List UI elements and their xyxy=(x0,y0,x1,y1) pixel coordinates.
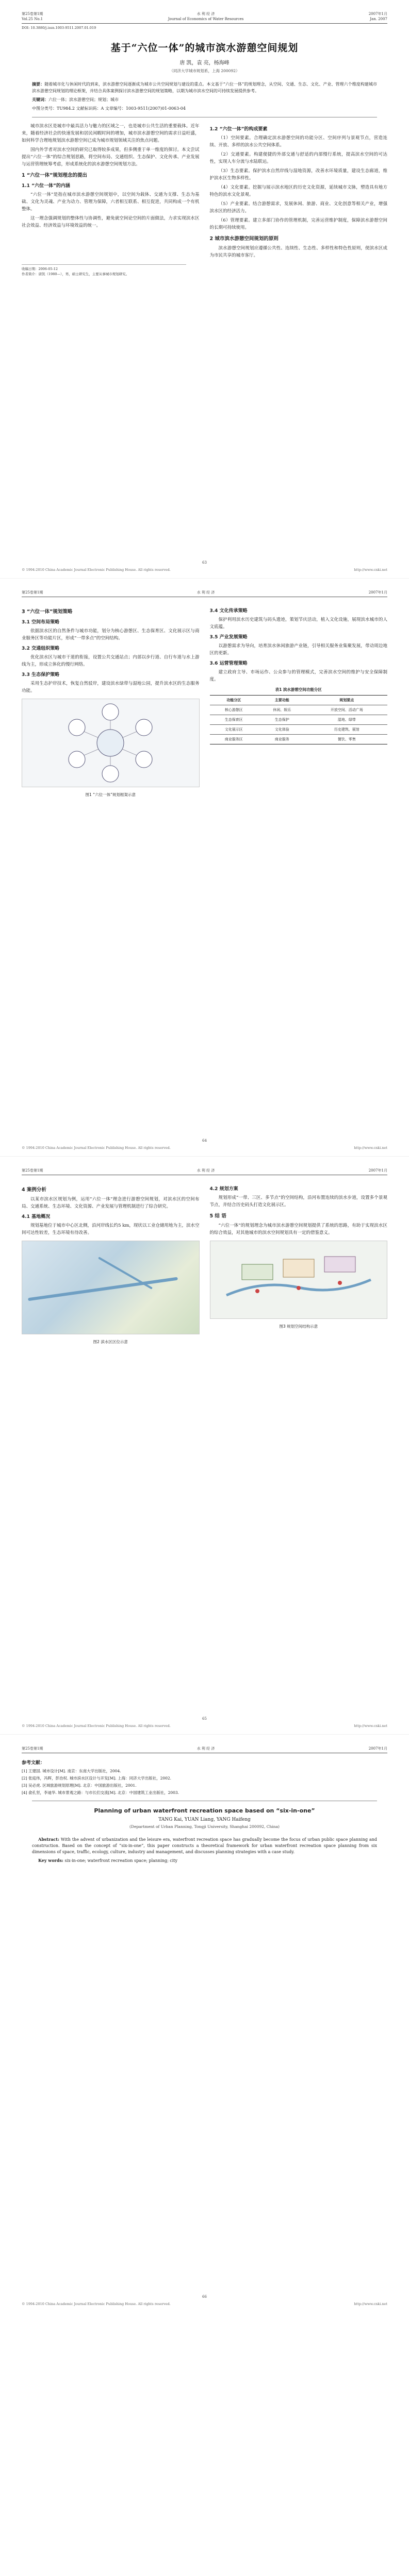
page3-left-text xyxy=(22,1187,200,1236)
header-right xyxy=(369,590,387,595)
english-abstract-block xyxy=(22,1836,387,1864)
body-paragraph: 以游憩需求为导向，培育滨水休闲旅游产业链，引导相关服务业集聚发展，带动周边地区的更新。 xyxy=(209,643,387,656)
references-heading: 参考文献： xyxy=(22,1760,45,1766)
body-paragraph: 以某市滨水区规划为例，运用“六位一体”理念进行游憩空间规划，对滨水区的空间布局、交通系统、生态环境、文化资源、产业发展与管理机制进行了综合研究。 xyxy=(22,1197,200,1209)
body-column-right xyxy=(210,1182,388,1350)
cnki-link[interactable]: http://www.cnki.net xyxy=(354,1724,387,1728)
cnki-link[interactable]: http://www.cnki.net xyxy=(354,2302,387,2306)
section-heading: 5 结 语 xyxy=(209,1213,226,1219)
section-heading: 3.2 交通组织策略 xyxy=(22,646,60,651)
section-heading: 4.1 基地概况 xyxy=(22,1214,51,1219)
table-cell: 核心游憩区 xyxy=(210,705,258,715)
node-point xyxy=(297,1286,301,1290)
zone-block-1 xyxy=(242,1264,273,1280)
header-date-en: Jan. 2007 xyxy=(370,17,387,21)
journal-name: 水 利 经 济 xyxy=(197,1747,215,1751)
english-abstract-label: Abstract: xyxy=(38,1837,59,1842)
body-paragraph: 建立政府主导、市场运作、公众参与的管理模式，完善滨水空间的维护与安全保障制度。 xyxy=(209,670,387,682)
english-title: Planning of urban waterfront recreation space based on “six-in-one” xyxy=(94,1807,315,1814)
keywords-paragraph xyxy=(32,96,377,103)
abstract-label: 摘要： xyxy=(32,81,45,87)
body-columns xyxy=(22,1182,387,1350)
header-left xyxy=(22,1168,43,1173)
table-cell: 历史建筑、展馆 xyxy=(306,725,387,735)
zone-block-3 xyxy=(324,1257,355,1272)
header-issue: 第25卷第1期 xyxy=(22,590,43,595)
body-paragraph: 优化滨水区与城市干道的衔接，设置公共交通站点；内部以步行道、自行车道与水上游线为主，形成立体化的慢行网络。 xyxy=(22,655,200,667)
english-abstract-paragraph xyxy=(32,1836,377,1855)
section-heading: 4 案例分析 xyxy=(22,1187,46,1193)
table-cell: 文化体验 xyxy=(258,725,306,735)
copyright-notice: © 1994-2010 China Academic Journal Electronic Publishing House. All rights reserved. xyxy=(22,2302,171,2306)
footnote-received: 收稿日期：2006-05-12 xyxy=(22,267,58,271)
section-heading: 3.5 产业发展策略 xyxy=(209,635,248,640)
table1-caption: 表1 滨水游憩空间功能分区 xyxy=(275,687,322,692)
section-heading: 1 “六位一体”规划理念的提出 xyxy=(22,173,87,178)
page-1 xyxy=(0,0,409,578)
reference-item: [3] 吴必虎. 区域旅游规划原理[M]. 北京：中国旅游出版社，2001. xyxy=(22,1783,137,1788)
reference-item: [2] 张庭伟，冯晖，彭治权. 城市滨水区设计与开发[M]. 上海：同济大学出版社，2002. xyxy=(22,1776,172,1781)
framework-node-3 xyxy=(136,751,152,768)
header-left xyxy=(22,590,43,595)
body-paragraph: 保护利用滨水历史建筑与码头遗迹，策划节庆活动，植入文化设施，展现滨水城市的人文底蕴。 xyxy=(209,617,387,630)
copyright-notice: © 1994-2010 China Academic Journal Electronic Publishing House. All rights reserved. xyxy=(22,568,171,572)
header-date: 2007年1月 xyxy=(368,12,387,16)
page3-right-text xyxy=(210,1185,388,1236)
section-heading: 4.2 规划方案 xyxy=(209,1187,238,1192)
table-cell: 餐饮、零售 xyxy=(306,735,387,744)
page-number: 66 xyxy=(202,2295,207,2299)
paper-affiliation: （同济大学城市规划系，上海 200092） xyxy=(169,69,240,73)
node-point xyxy=(338,1281,342,1285)
body-paragraph: 规划基地位于城市中心区北侧，沿河岸线长约5 km，现状以工业仓储用地为主，滨水空间可达性较差，生态环境有待改善。 xyxy=(22,1223,200,1235)
figure3-caption: 图3 规划空间结构示意 xyxy=(279,1324,318,1329)
english-keywords-paragraph xyxy=(32,1857,377,1864)
body-paragraph: 规划形成“一带、三区、多节点”的空间结构，沿河布置连续的滨水步道，设置多个景观节点，并结合历史码头打造文化展示区。 xyxy=(209,1195,387,1208)
paper-authors: 唐 凯，袁 亮，杨海峰 xyxy=(179,60,230,66)
english-keywords-text: six-in-one; waterfront recreation space; planning; city xyxy=(64,1858,178,1863)
page-number: 65 xyxy=(202,1717,207,1721)
body-paragraph: 滨水游憩空间规划应遵循公共性、连续性、生态性、多样性和特色性原则，使滨水区成为市民共享的城市客厅。 xyxy=(209,246,387,258)
body-paragraph: “六位一体”的规划理念为城市滨水游憩空间规划提供了系统的思路，有助于实现滨水区的综合效益，对其他城市的滨水空间规划具有一定的借鉴意义。 xyxy=(209,1223,387,1235)
header-issue: 第25卷第1期 xyxy=(22,1168,43,1173)
section-heading: 3 “六位一体”规划策略 xyxy=(22,609,73,615)
journal-name: 水 利 经 济 xyxy=(197,590,215,595)
function-zone-table xyxy=(210,695,388,744)
running-header xyxy=(22,1746,387,1753)
river-line xyxy=(28,1277,177,1301)
table-row xyxy=(210,725,388,735)
body-paragraph: （4）文化要素。挖掘与展示滨水地区的历史文化资源，延续城市文脉，塑造具有地方特色的滨水文化景观。 xyxy=(209,185,387,197)
body-paragraph: （6）管理要素。建立多部门协作的管理机制，完善运营维护制度，保障滨水游憩空间的长期可持续使用。 xyxy=(209,218,387,230)
body-paragraph: （1）空间要素。合理确定滨水游憩空间的功能分区、空间序列与景观节点，营造连续、开放、多样的滨水公共空间体系。 xyxy=(209,135,387,148)
copyright-notice: © 1994-2010 China Academic Journal Electronic Publishing House. All rights reserved. xyxy=(22,1724,171,1728)
table-row xyxy=(210,705,388,715)
journal-name: 水 利 经 济 xyxy=(197,1168,215,1173)
journal-name: 水 利 经 济 xyxy=(197,12,215,16)
table-row xyxy=(210,735,388,744)
header-center xyxy=(197,1746,215,1751)
body-paragraph: “六位一体”是指在城市滨水游憩空间规划中，以空间为载体、交通为支撑、生态为基础、文化为灵魂、产业为动力、管理为保障，六者相互联系、相互促进，共同构成一个有机整体。 xyxy=(22,192,200,212)
page-number: 63 xyxy=(202,561,207,565)
structure-diagram xyxy=(221,1244,376,1316)
running-header xyxy=(22,1168,387,1175)
table-cell: 生态保育区 xyxy=(210,715,258,725)
table-cell: 商业服务区 xyxy=(210,735,258,744)
english-keywords-label: Key words: xyxy=(38,1858,63,1863)
section-heading: 3.1 空间布局策略 xyxy=(22,620,60,625)
keywords-text: 六位一体；滨水游憩空间；规划；城市 xyxy=(48,97,119,102)
body-paragraph: 城市滨水区是城市中最具活力与魅力的区域之一，也是城市公共生活的重要载体。近年来，随着经济社会的快速发展和居民闲暇时间的增加，城市滨水游憩空间的需求日益旺盛，如何科学合理地规划滨水游憩空间已成为城市规划领域关注的焦点问题。 xyxy=(22,124,200,143)
section-heading: 1.1 “六位一体”的内涵 xyxy=(22,183,70,189)
header-center xyxy=(197,1168,215,1173)
section-heading: 1.2 “六位一体”的构成要素 xyxy=(209,127,268,132)
keywords-label: 关键词： xyxy=(32,97,48,102)
english-affiliation: (Department of Urban Planning, Tongji University, Shanghai 200092, China) xyxy=(129,1824,280,1829)
body-paragraph: （3）生态要素。保护滨水自然岸线与湿地资源，改善水环境质量，建设生态廊道，维护滨水区生物多样性。 xyxy=(209,168,387,181)
table-header-row xyxy=(210,696,388,705)
header-center xyxy=(197,590,215,595)
body-column-left xyxy=(22,123,200,261)
header-issue: 第25卷第1期 xyxy=(22,1747,43,1751)
body-column-left xyxy=(22,1182,200,1350)
structure-figure xyxy=(210,1241,388,1319)
abstract-paragraph xyxy=(32,81,377,94)
doi-line: DOI: 10.3880/j.issn.1003-9511.2007.01.019 xyxy=(22,26,96,30)
running-header xyxy=(22,11,387,24)
body-column-right xyxy=(210,604,388,803)
header-left xyxy=(22,1746,43,1751)
location-map-figure xyxy=(22,1241,200,1334)
page-3 xyxy=(0,1156,409,1734)
page-footer xyxy=(22,2302,387,2306)
body-paragraph: 国内外学者对滨水空间的研究已取得较多成果，但多侧重于单一维度的探讨。本文尝试提出“六位一体”的综合规划思路，将空间布局、交通组织、生态保护、文化传承、产业发展与运营管理统筹考虑，形成系统化的滨水游憩空间规划方法。 xyxy=(22,147,200,167)
header-date: 2007年1月 xyxy=(368,1168,387,1173)
framework-node-6 xyxy=(69,719,85,736)
english-authors: TANG Kai, YUAN Liang, YANG Haifeng xyxy=(158,1817,251,1822)
english-abstract-text: With the advent of urbanization and the leisure era, waterfront recreation space has gradually become the focus of urban public space planning and construction. Based on the concept of “six-in-one”, this paper constructs a theoretical framework for urban waterfront recreation space planning from six dimensions of space, traffic, ecology, culture, industry and management, and discusses planning strategies with a case study. xyxy=(32,1837,377,1854)
copyright-notice: © 1994-2010 China Academic Journal Electronic Publishing House. All rights reserved. xyxy=(22,1146,171,1150)
abstract-text: 随着城市化与休闲时代的到来，滨水游憩空间逐渐成为城市公共空间规划与建设的重点。本文基于“六位一体”的规划理念，从空间、交通、生态、文化、产业、管理六个维度构建城市滨水游憩空间规划的理论框架，并结合具体案例探讨滨水游憩空间的规划策略，以期为城市滨水空间的可持续发展提供参考。 xyxy=(32,82,378,93)
page2-right-text xyxy=(210,607,388,683)
body-column-left xyxy=(22,604,200,803)
framework-center-node xyxy=(97,730,124,756)
section-heading: 3.3 生态保护策略 xyxy=(22,672,60,677)
page-footer xyxy=(22,1724,387,1728)
table-cell: 生态保护 xyxy=(258,715,306,725)
header-right xyxy=(369,1746,387,1751)
header-issue-en: Vol.25 No.1 xyxy=(22,17,43,21)
framework-node-2 xyxy=(136,719,152,736)
page-footer xyxy=(22,568,387,572)
figure2-caption: 图2 滨水区区位示意 xyxy=(93,1340,128,1344)
classification-line: 中图分类号：TU984.2 文献标识码：A 文章编号：1003-9511(2007)01-0063-04 xyxy=(32,106,186,111)
section-heading: 3.4 文化传承策略 xyxy=(209,608,248,614)
reference-item: [4] 俞孔坚，李迪华. 城市景观之路：与市长们交流[M]. 北京：中国建筑工业出版社，2003. xyxy=(22,1790,179,1795)
table-header-cell: 功能分区 xyxy=(210,696,258,705)
framework-node-1 xyxy=(102,704,119,720)
footnote-author-bio: 作者简介：唐凯（1980—），男，硕士研究生，主要从事城市规划研究。 xyxy=(22,272,129,276)
table-row xyxy=(210,715,388,725)
header-center xyxy=(168,11,244,22)
page-number: 64 xyxy=(202,1139,207,1143)
header-issue: 第25卷第1期 xyxy=(22,12,43,16)
page-2 xyxy=(0,578,409,1156)
running-header xyxy=(22,590,387,597)
zone-block-2 xyxy=(283,1259,314,1277)
body-paragraph: 依据滨水区的自然条件与城市功能，划分为核心游憩区、生态保育区、文化展示区与商业服务区等功能片区，形成“一带多点”的空间结构。 xyxy=(22,629,200,641)
framework-node-5 xyxy=(69,751,85,768)
body-paragraph: （5）产业要素。结合游憩需求，发展休闲、旅游、商业、文化创意等相关产业，增强滨水区的经济活力。 xyxy=(209,201,387,214)
references-section xyxy=(22,1760,387,1795)
node-point xyxy=(255,1289,259,1293)
body-columns xyxy=(22,604,387,803)
paper-title: 基于“六位一体”的城市滨水游憩空间规划 xyxy=(110,42,299,54)
framework-node-4 xyxy=(102,766,119,782)
header-right xyxy=(369,1168,387,1173)
table-cell: 文化展示区 xyxy=(210,725,258,735)
footnote xyxy=(22,264,186,277)
page-4 xyxy=(0,1734,409,2312)
journal-name-en: Journal of Economics of Water Resources xyxy=(168,17,244,21)
section-heading: 3.6 运营管理策略 xyxy=(209,661,248,666)
table-cell: 商业服务 xyxy=(258,735,306,744)
table-header-cell: 主要功能 xyxy=(258,696,306,705)
cnki-link[interactable]: http://www.cnki.net xyxy=(354,568,387,572)
body-paragraph: （2）交通要素。构建便捷的外部交通与舒适的内部慢行系统，提高滨水空间的可达性，实现人车分流与水陆联运。 xyxy=(209,152,387,164)
body-column-right xyxy=(210,123,388,261)
header-left xyxy=(22,11,43,22)
header-date: 2007年1月 xyxy=(368,590,387,595)
figure1-caption: 图1 “六位一体”规划框架示意 xyxy=(85,792,136,797)
section-heading: 2 城市滨水游憩空间规划的原则 xyxy=(209,236,279,242)
table-cell: 湿地、绿带 xyxy=(306,715,387,725)
header-date: 2007年1月 xyxy=(368,1747,387,1751)
body-columns xyxy=(22,123,387,261)
table-cell: 休闲、娱乐 xyxy=(258,705,306,715)
page-footer xyxy=(22,1146,387,1150)
header-right xyxy=(369,11,387,22)
framework-figure xyxy=(22,699,200,787)
abstract-block xyxy=(22,81,387,112)
page2-left-text xyxy=(22,608,200,694)
table-cell: 开放空间、活动广场 xyxy=(306,705,387,715)
body-paragraph: 采用生态护岸技术，恢复自然驳岸，建设滨水绿带与湿地公园，提升滨水区的生态服务功能。 xyxy=(22,681,200,693)
reference-item: [1] 王建国. 城市设计[M]. 南京：东南大学出版社，2004. xyxy=(22,1769,121,1773)
body-paragraph: 这一理念强调规划的整体性与协调性，避免就空间论空间的片面做法，力求实现滨水区社会效益、经济效益与环境效益的统一。 xyxy=(22,216,200,228)
cnki-link[interactable]: http://www.cnki.net xyxy=(354,1146,387,1150)
table-header-cell: 规划要点 xyxy=(306,696,387,705)
framework-diagram xyxy=(33,702,188,784)
